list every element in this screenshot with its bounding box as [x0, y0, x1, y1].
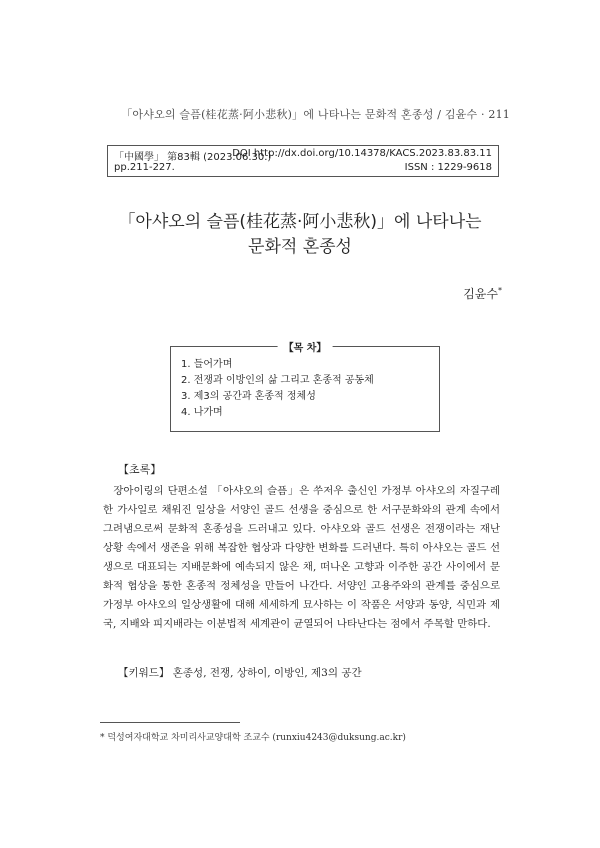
- issn: ISSN : 1229-9618: [404, 162, 492, 173]
- abstract-label: 【초록】: [118, 463, 162, 476]
- author-footnote-mark: *: [498, 286, 502, 295]
- author-footnote: * 덕성여자대학교 차미리사교양대학 조교수 (runxiu4243@duksung.ac.kr): [100, 733, 406, 743]
- title-line-2: 문화적 혼종성: [248, 237, 352, 257]
- toc-item: 1. 들어가며: [181, 359, 233, 370]
- toc-item: 3. 제3의 공간과 혼종적 정체성: [181, 391, 316, 402]
- toc-list: [181, 357, 374, 421]
- paper-title: [0, 210, 600, 260]
- page-range: pp.211-227.: [114, 162, 175, 173]
- toc-item: 2. 전쟁과 이방인의 삶 그리고 혼종적 공동체: [181, 375, 374, 386]
- running-header: 「아샤오의 슬픔(桂花蒸·阿小悲秋)」에 나타나는 문화적 혼종성 / 김윤수 · 211: [121, 108, 510, 121]
- author: [463, 285, 502, 302]
- footnote-divider: [100, 722, 240, 723]
- journal-volume: 「中國學」 第83輯 (2023.06.30.): [114, 152, 272, 163]
- journal-info-box: [107, 145, 499, 177]
- doi-link[interactable]: DOI http://dx.doi.org/10.14378/KACS.2023.83.83.11: [232, 148, 492, 159]
- title-line-1: 「아샤오의 슬픔(桂花蒸·阿小悲秋)」에 나타나는: [118, 212, 482, 232]
- abstract-text: 장아이링의 단편소설 「아샤오의 슬픔」은 쑤저우 출신인 가정부 아샤오의 자질구레한 가사일로 채워진 일상을 서양인 골드 선생을 중심으로 한 서구문화와의 관계 속에서 그려냄으로써 문화적 혼종성을 드러내고 있다. 아샤오와 골드 선생은 전쟁이라는 재난 상황 속에서 생존을 위해 복잡한 협상과 다양한 변화를 드러낸다. 특히 아샤오는 골드 선생으로 대표되는 지배문화에 예속되지 않은 채, 떠나온 고향과 이주한 공간 사이에서 문화적 협상을 통한 혼종적 정체성을 만들어 나간다. 서양인 고용주와의 관계를 중심으로 가정부 아샤오의 일상생활에 대해 세세하게 묘사하는 이 작품은 서양과 동양, 식민과 제국, 지배와 피지배라는 이분법적 세계관이 균열되어 나타난다는 점에서 주목할 만하다.: [103, 485, 500, 630]
- author-name: 김윤수: [463, 287, 498, 301]
- table-of-contents: [170, 343, 440, 432]
- keywords: 【키워드】 혼종성, 전쟁, 상하이, 이방인, 제3의 공간: [118, 667, 362, 679]
- toc-title: 【목 차】: [278, 339, 333, 354]
- toc-item: 4. 나가며: [181, 407, 223, 418]
